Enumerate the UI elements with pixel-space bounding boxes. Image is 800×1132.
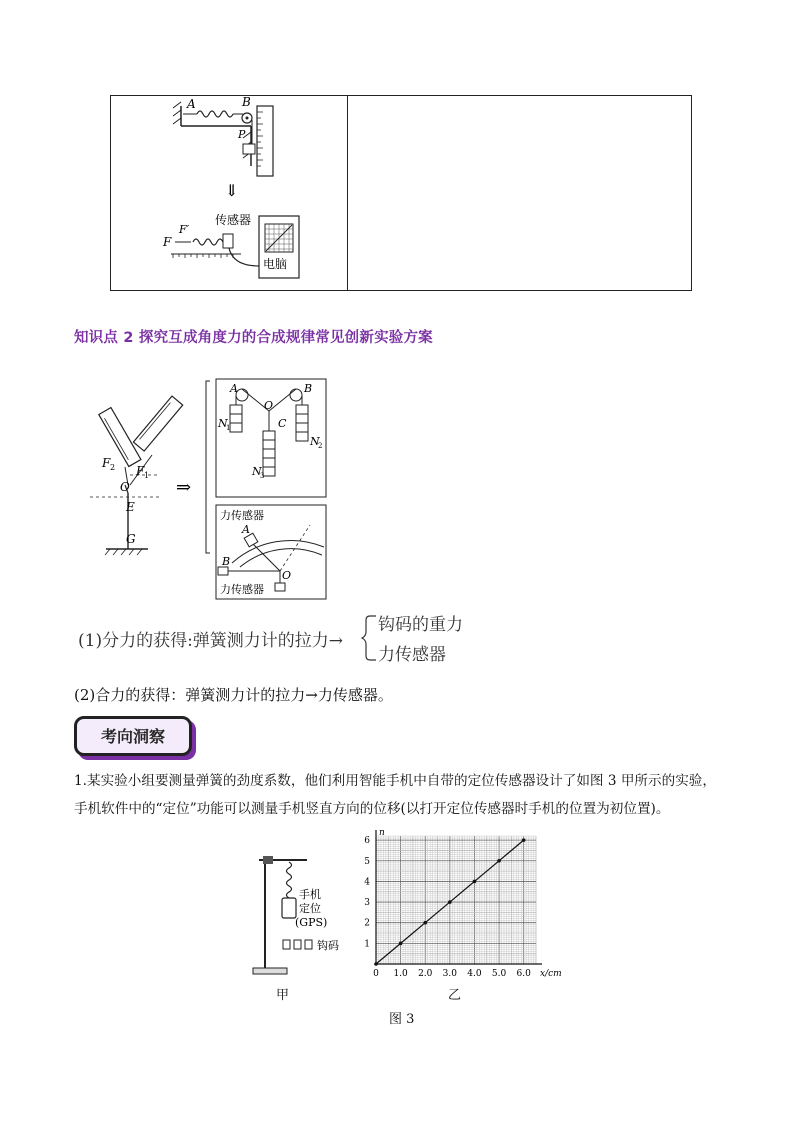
data-point: [473, 880, 477, 884]
label-sensor: 传感器: [215, 213, 252, 227]
label-n1: N: [218, 417, 228, 430]
label-jia: 甲: [276, 988, 290, 1003]
label-phone: 手机: [299, 888, 321, 901]
label-pulley-a: A: [230, 382, 238, 395]
label-sensor-a: A: [242, 523, 250, 536]
label-computer: 电脑: [263, 257, 288, 271]
data-point: [448, 900, 452, 904]
question-line-1: 1.某实验小组要测量弹簧的劲度系数，他们利用智能手机中自带的定位传感器设计了如图 3 甲所示的实验，: [74, 773, 716, 789]
label-b: B: [242, 95, 251, 109]
label-locate: 定位: [299, 902, 321, 915]
label-n2: N: [310, 435, 320, 448]
label-p: P: [238, 128, 246, 141]
section-heading: 知识点 2 探究互成角度力的合成规律常见创新实验方案: [74, 330, 433, 346]
table-divider: [347, 96, 348, 290]
y-tick-label: 3: [364, 898, 370, 909]
component-force-line: (1)分力的获得:弹簧测力计的拉力→: [78, 631, 344, 651]
label-n3-sub: 3: [260, 472, 265, 480]
question-line-2: 手机软件中的“定位”功能可以测量手机竖直方向的位移(以打开定位传感器时手机的位置为初位置)。: [74, 801, 670, 817]
x-tick-label: 3.0: [442, 969, 458, 979]
label-c: C: [278, 417, 287, 430]
label-sensor-bottom: 力传感器: [220, 583, 264, 596]
down-arrow-icon: ⇓: [225, 181, 239, 200]
x-tick-label: 5.0: [491, 969, 507, 979]
data-point: [399, 942, 403, 946]
label-f-prime: F′: [179, 223, 190, 236]
label-g: G: [126, 532, 136, 546]
label-a: A: [187, 97, 196, 111]
y-tick-label: 4: [364, 877, 370, 888]
setup-table: [110, 95, 692, 291]
label-f: F: [163, 235, 172, 249]
y-tick-label: 2: [364, 918, 370, 929]
data-point: [423, 921, 427, 925]
label-sensor-top: 力传感器: [220, 509, 264, 522]
resultant-force-line: (2)合力的获得：弹簧测力计的拉力→力传感器。: [74, 686, 393, 704]
label-sensor-o: O: [282, 569, 292, 582]
label-n3: N: [252, 465, 262, 478]
label-n2-sub: 2: [318, 442, 323, 450]
data-point: [522, 838, 526, 842]
y-axis-label: n: [379, 828, 385, 838]
phone-spring-apparatus: [245, 850, 355, 980]
brace-item-sensor: 力传感器: [378, 645, 446, 665]
y-tick-label: 5: [364, 856, 370, 867]
label-f2: F: [102, 456, 111, 470]
label-yi: 乙: [448, 988, 462, 1003]
data-point: [497, 859, 501, 863]
x-axis-label: x/cm: [540, 969, 562, 979]
badge-label: 考向洞察: [100, 727, 165, 746]
brace-items: [378, 610, 463, 670]
label-weights: 钩码: [317, 939, 339, 952]
label-node-o: O: [264, 399, 274, 412]
x-tick-label: 6.0: [516, 969, 531, 979]
force-composition-figure: [70, 375, 340, 600]
label-sensor-b: B: [222, 555, 231, 568]
brace-item-weights: 钩码的重力: [378, 615, 463, 635]
label-e: E: [126, 500, 135, 514]
label-f2-sub: 2: [110, 463, 116, 472]
x-tick-label: 2.0: [418, 969, 433, 979]
right-arrow-icon: ⇒: [176, 477, 192, 498]
y-tick-label: 1: [364, 939, 370, 950]
label-f1: F: [136, 464, 145, 478]
label-f1-sub: 1: [144, 471, 150, 480]
spring-setup-diagram: [111, 96, 347, 290]
displacement-chart: [356, 828, 562, 984]
data-point: [374, 962, 378, 966]
label-o: O: [120, 480, 130, 494]
x-tick-label: 1.0: [393, 969, 408, 979]
label-pulley-b: B: [304, 382, 313, 395]
figure-caption: 图 3: [389, 1012, 415, 1027]
y-tick-label: 6: [364, 836, 370, 847]
section-badge: [74, 716, 192, 756]
x-tick-label: 4.0: [467, 969, 482, 979]
brace-icon: [358, 612, 378, 664]
label-n1-sub: 1: [226, 424, 231, 432]
x-tick-label: 0: [373, 969, 379, 979]
label-gps: (GPS): [295, 916, 328, 929]
